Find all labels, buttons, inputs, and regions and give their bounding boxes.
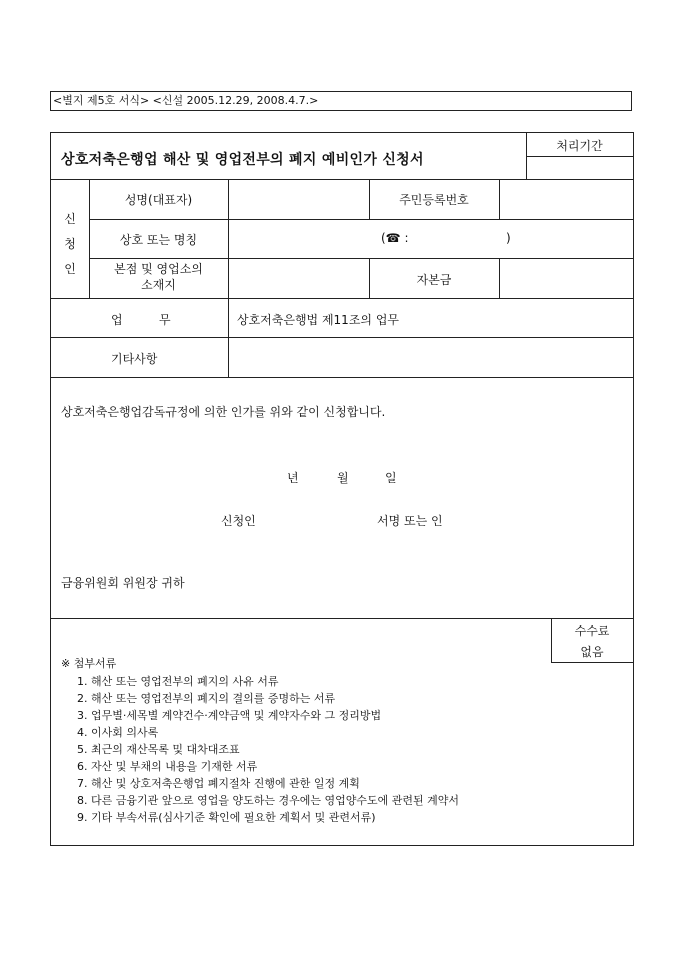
attachment-item: 6. 자산 및 부채의 내용을 기재한 서류 xyxy=(77,760,258,773)
divider xyxy=(51,337,633,338)
attachments-title: ※ 첨부서류 xyxy=(61,657,117,670)
applicant-label-char: 인 xyxy=(64,262,76,276)
sign-or-seal: 서명 또는 인 xyxy=(377,514,443,528)
phone-open: (☎ : xyxy=(381,231,409,245)
addressee: 금융위원회 위원장 귀하 xyxy=(61,576,185,590)
business-label-1: 업 xyxy=(111,313,123,327)
fee-label: 수수료 xyxy=(574,624,610,638)
application-statement: 상호저축은행업감독규정에 의한 인가를 위와 같이 신청합니다. xyxy=(61,405,386,419)
business-value: 상호저축은행법 제11조의 업무 xyxy=(237,313,400,327)
date-month: 월 xyxy=(337,471,349,485)
application-form xyxy=(50,132,634,846)
divider xyxy=(89,258,633,259)
attachment-item: 7. 해산 및 상호저축은행업 폐지절차 진행에 관한 일정 계획 xyxy=(77,777,360,790)
applicant-sign-label: 신청인 xyxy=(221,514,256,528)
other-label: 기타사항 xyxy=(111,352,158,366)
applicant-label-char: 신 xyxy=(64,212,76,226)
phone-close: ) xyxy=(506,231,511,245)
divider xyxy=(51,298,633,299)
divider xyxy=(51,618,633,619)
divider xyxy=(499,179,500,219)
business-label-2: 무 xyxy=(159,313,171,327)
trade-name-label: 상호 또는 명칭 xyxy=(119,233,198,247)
address-label xyxy=(89,261,228,293)
name-label: 성명(대표자) xyxy=(124,193,193,207)
attachment-item: 3. 업무별·세목별 계약건수·계약금액 및 계약자수와 그 정리방법 xyxy=(77,709,382,722)
divider xyxy=(228,179,229,377)
divider xyxy=(51,377,633,378)
divider xyxy=(551,662,633,663)
address-label-line1: 본점 및 영업소의 xyxy=(114,262,203,276)
fee-value: 없음 xyxy=(580,645,604,659)
divider xyxy=(526,156,633,157)
applicant-label-char: 청 xyxy=(64,237,76,251)
form-title: 상호저축은행업 해산 및 영업전부의 폐지 예비인가 신청서 xyxy=(61,152,424,168)
divider xyxy=(89,219,633,220)
attachment-item: 2. 해산 또는 영업전부의 폐지의 결의를 증명하는 서류 xyxy=(77,692,336,705)
processing-period-label: 처리기간 xyxy=(556,139,603,153)
capital-label: 자본금 xyxy=(416,273,452,287)
attachment-item: 1. 해산 또는 영업전부의 폐지의 사유 서류 xyxy=(77,675,279,688)
form-header-note: <별지 제5호 서식> <신설 2005.12.29, 2008.4.7.> xyxy=(50,91,632,111)
attachment-item: 8. 다른 금융기관 앞으로 영업을 양도하는 경우에는 영업양수도에 관련된 계약서 xyxy=(77,794,459,807)
address-label-line2: 소재지 xyxy=(141,278,176,292)
attachment-item: 9. 기타 부속서류(심사기준 확인에 필요한 계획서 및 관련서류) xyxy=(77,811,376,824)
resident-number-label: 주민등록번호 xyxy=(399,193,469,207)
attachment-item: 4. 이사회 의사록 xyxy=(77,726,159,739)
date-day: 일 xyxy=(385,471,397,485)
date-year: 년 xyxy=(287,471,299,485)
attachment-item: 5. 최근의 재산목록 및 대차대조표 xyxy=(77,743,240,756)
divider xyxy=(51,179,633,180)
divider xyxy=(499,258,500,298)
